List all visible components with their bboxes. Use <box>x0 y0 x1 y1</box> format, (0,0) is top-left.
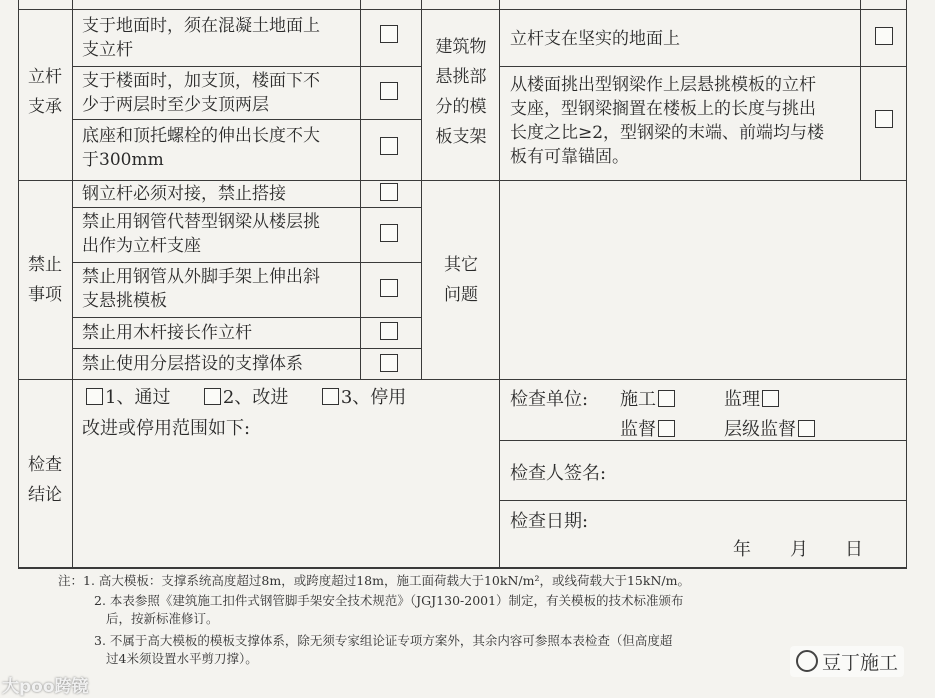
cell-divider <box>72 348 422 349</box>
checkbox-prohibited-5[interactable] <box>380 354 398 372</box>
checkbox-prohibited-2[interactable] <box>380 224 398 242</box>
cell-divider <box>72 66 422 67</box>
checkbox-support-2[interactable] <box>380 82 398 100</box>
prohibited-item-2: 禁止用钢管代替型钢梁从楼层挑 出作为立杆支座 <box>82 212 320 256</box>
table-left-border <box>18 0 19 568</box>
unit-supervision <box>724 388 781 412</box>
category-support: 立杆 支承 <box>28 67 62 117</box>
cell-divider <box>72 207 422 208</box>
cell-divider <box>72 119 422 120</box>
prohibited-item-1: 钢立杆必须对接，禁止搭接 <box>82 184 286 204</box>
unit-oversight-label: 监督 <box>620 419 656 440</box>
signer-label: 检查人签名: <box>510 463 607 484</box>
col-divider <box>421 0 422 379</box>
checkbox-right-2[interactable] <box>875 110 893 128</box>
option-improve: 2、改进 <box>222 387 289 408</box>
date-day: 日 <box>845 539 863 560</box>
table-bottom-rule <box>18 567 907 569</box>
support-item-1: 支于地面时，须在混凝土地面上 支立杆 <box>82 16 320 60</box>
option-stop: 3、停用 <box>340 387 407 408</box>
table-top-rule <box>18 9 907 10</box>
note-3-cont: 过4米须设置水平剪刀撑）。 <box>106 651 258 666</box>
cantilever-label: 建筑物 悬挑部 分的模 板支架 <box>435 37 487 147</box>
checkbox-support-1[interactable] <box>380 25 398 43</box>
support-item-3: 底座和顶托螺栓的伸出长度不大 于300mm <box>82 126 320 170</box>
col-divider <box>499 0 500 568</box>
unit-supervision-label: 监理 <box>724 389 760 410</box>
col-divider <box>360 0 361 379</box>
prohibited-item-3: 禁止用钢管从外脚手架上伸出斜 支悬挑模板 <box>82 267 320 311</box>
scope-text: 改进或停用范围如下: <box>82 418 251 439</box>
checkbox-prohibited-4[interactable] <box>380 322 398 340</box>
checkbox-supervision[interactable] <box>762 390 779 407</box>
checkbox-level-oversight[interactable] <box>798 420 815 437</box>
checkbox-right-1[interactable] <box>875 27 893 45</box>
checkbox-pass[interactable] <box>86 388 103 405</box>
col-divider <box>860 0 861 180</box>
support-item-2: 支于楼面时，加支顶，楼面下不 少于两层时至少支顶两层 <box>82 71 320 115</box>
checkbox-oversight[interactable] <box>658 420 675 437</box>
conclusion-options <box>86 386 406 410</box>
date-month: 月 <box>790 539 808 560</box>
category-conclusion: 检查 结论 <box>28 455 62 505</box>
checkbox-improve[interactable] <box>204 388 221 405</box>
prohibited-item-5: 禁止使用分层搭设的支撑体系 <box>82 354 303 374</box>
table-right-border <box>906 0 907 568</box>
note-2: 2. 本表参照《建筑施工扣件式钢管脚手架安全技术规范》（JGJ130-2001）制定，有关模板的技术标准颁布 <box>94 593 684 608</box>
checkbox-prohibited-1[interactable] <box>380 183 398 201</box>
cell-divider <box>499 500 907 501</box>
unit-oversight <box>620 418 677 442</box>
option-pass: 1、通过 <box>105 387 171 408</box>
other-issues-label: 其它 问题 <box>444 255 478 305</box>
checkbox-stop[interactable] <box>322 388 339 405</box>
checkbox-prohibited-3[interactable] <box>380 279 398 297</box>
date-label: 检查日期: <box>510 511 589 532</box>
category-prohibited: 禁止 事项 <box>28 255 62 305</box>
right-item-2: 从楼面挑出型钢梁作上层悬挑模板的立杆 支座，型钢梁搁置在楼板上的长度与挑出 长度之比≥2，型钢梁的末端、前端均与楼 板有可靠锚固。 <box>510 75 825 167</box>
inspection-unit-label: 检查单位: <box>510 389 589 410</box>
wechat-icon <box>796 650 818 672</box>
cell-divider <box>72 262 422 263</box>
note-2-cont: 后，按新标准修订。 <box>106 611 219 626</box>
cell-divider <box>499 440 907 441</box>
right-item-1: 立杆支在坚实的地面上 <box>510 29 680 49</box>
watermark-left: 大poo跨镜 <box>2 677 89 697</box>
row-divider <box>18 379 907 380</box>
unit-construction-label: 施工 <box>620 389 656 410</box>
watermark-right-text: 豆丁施工 <box>822 652 899 674</box>
checkbox-construction[interactable] <box>658 390 675 407</box>
cell-divider <box>499 66 907 67</box>
unit-level-oversight-label: 层级监督 <box>724 419 796 440</box>
checkbox-support-3[interactable] <box>380 137 398 155</box>
unit-construction <box>620 388 677 412</box>
note-1: 注：1. 高大模板：支撑系统高度超过8m，或跨度超过18m，施工面荷载大于10kN/m²，或线荷载大于15kN/m。 <box>58 573 690 588</box>
unit-level-oversight <box>724 418 817 442</box>
date-year: 年 <box>733 539 751 560</box>
watermark-right <box>790 646 904 677</box>
col-divider <box>72 0 73 568</box>
prohibited-item-4: 禁止用木杆接长作立杆 <box>82 323 252 343</box>
cell-divider <box>72 317 422 318</box>
row-divider <box>18 180 907 181</box>
note-3: 3. 不属于高大模板的模板支撑体系，除无须专家组论证专项方案外，其余内容可参照本表检查（但高度超 <box>94 633 673 648</box>
